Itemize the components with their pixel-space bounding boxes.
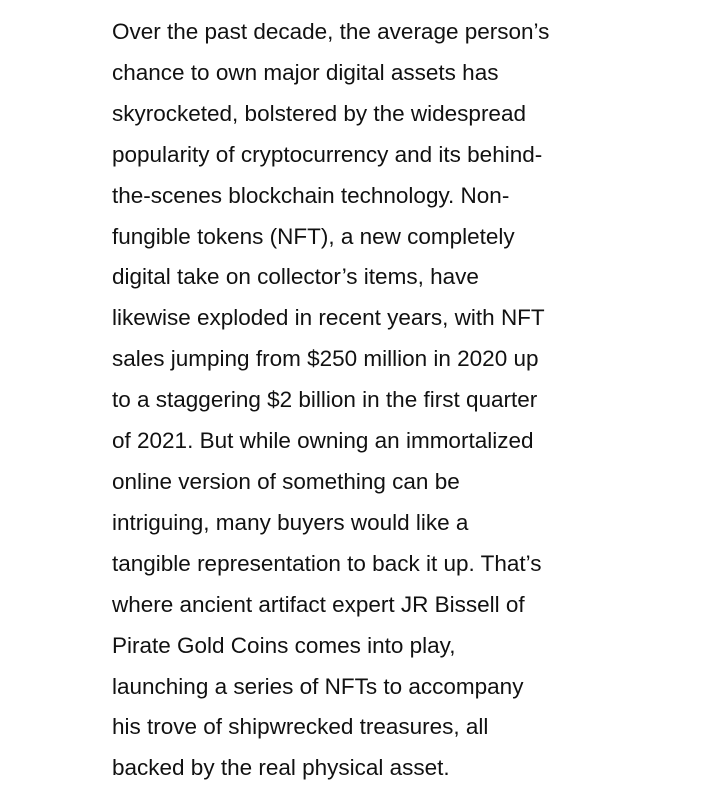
text-line: his trove of shipwrecked treasures, all	[112, 714, 489, 740]
text-line: launching a series of NFTs to accompany	[112, 673, 524, 699]
text-line: intriguing, many buyers would like a	[112, 509, 469, 535]
text-line: online version of something can be	[112, 468, 460, 494]
text-line: popularity of cryptocurrency and its behind-	[112, 141, 543, 167]
text-line: backed by the real physical asset.	[112, 755, 450, 781]
text-line: where ancient artifact expert JR Bissell of	[112, 591, 525, 617]
text-line: likewise exploded in recent years, with NFT	[112, 305, 545, 331]
text-line: fungible tokens (NFT), a new completely	[112, 223, 515, 249]
text-line: to a staggering $2 billion in the first quarter	[112, 387, 538, 413]
article-paragraph	[112, 12, 612, 789]
text-line: chance to own major digital assets has	[112, 59, 499, 85]
text-line: of 2021. But while owning an immortalized	[112, 428, 534, 454]
text-line: digital take on collector’s items, have	[112, 264, 479, 290]
text-line: Pirate Gold Coins comes into play,	[112, 632, 456, 658]
text-line: tangible representation to back it up. That’s	[112, 550, 542, 576]
text-line: skyrocketed, bolstered by the widespread	[112, 100, 526, 126]
text-line: Over the past decade, the average person’s	[112, 19, 550, 44]
text-line: the-scenes blockchain technology. Non-	[112, 182, 510, 208]
text-line: sales jumping from $250 million in 2020 up	[112, 346, 539, 372]
